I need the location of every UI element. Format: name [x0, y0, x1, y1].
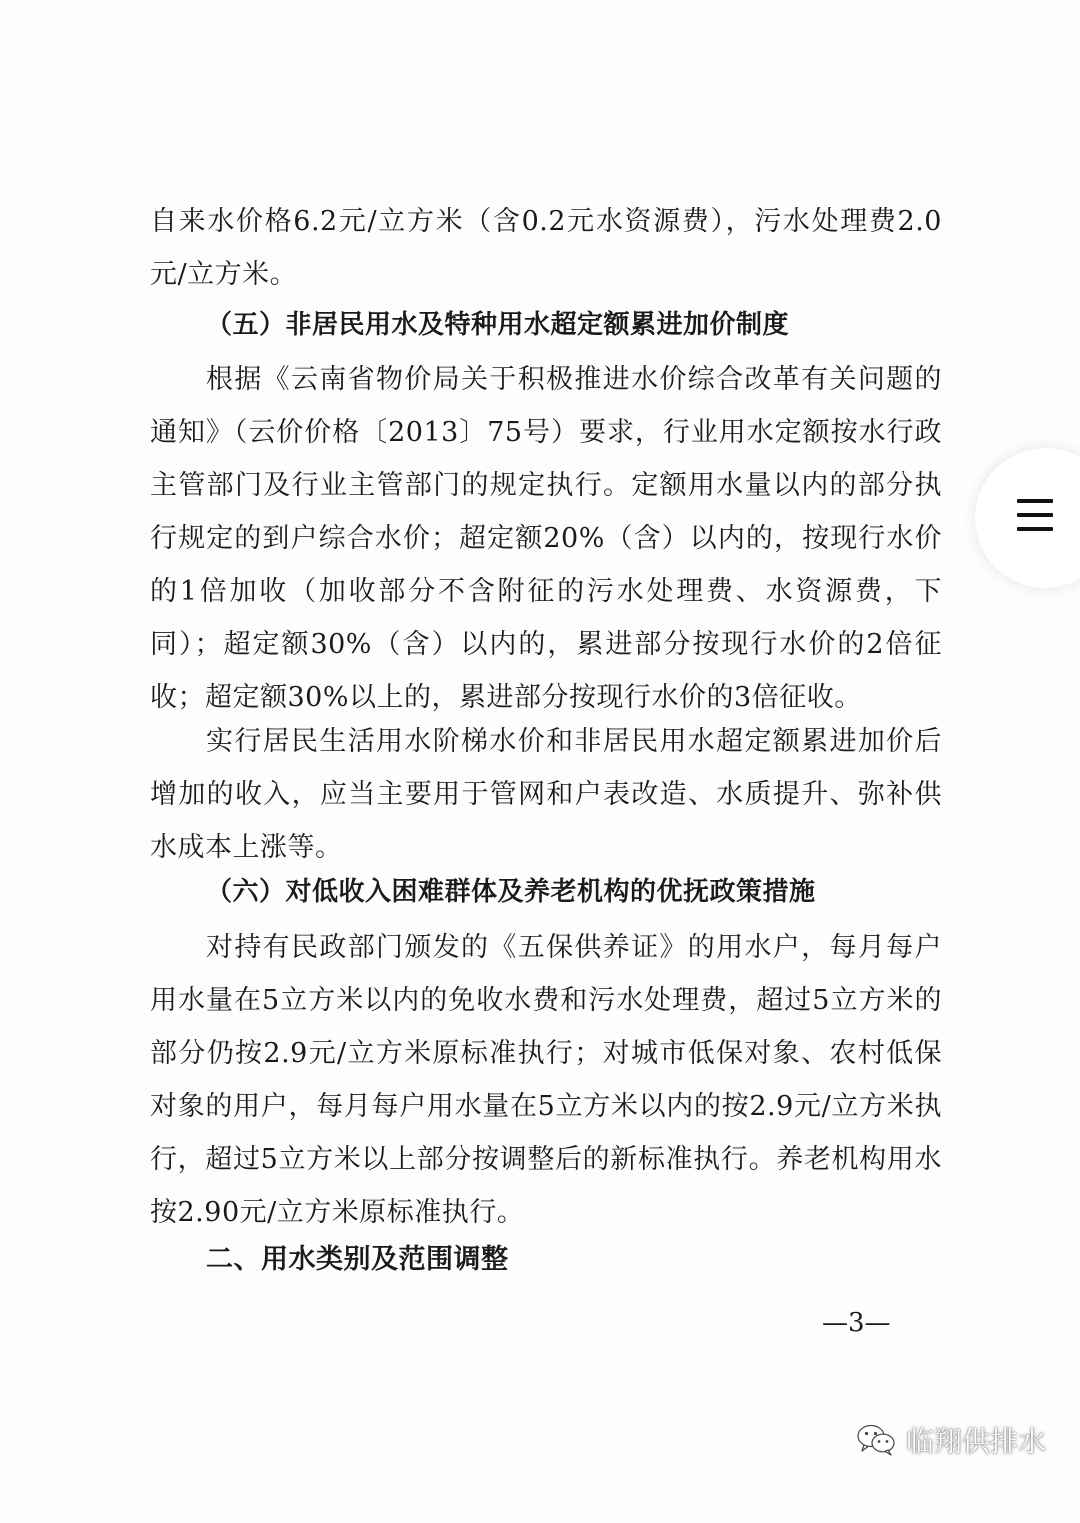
- heading-section-five: （五）非居民用水及特种用水超定额累进加价制度: [206, 310, 790, 340]
- watermark-text: 临翔供排水: [906, 1425, 1047, 1458]
- wechat-watermark: [856, 1420, 1046, 1460]
- heading-section-six: （六）对低收入困难群体及养老机构的优抚政策措施: [206, 877, 816, 907]
- paragraph-non-resident-surcharge: 根据《云南省物价局关于积极推进水价综合改革有关问题的通知》（云价价格〔2013〕75号）要求，行业用水定额按水行政主管部门及行业主管部门的规定执行。定额用水量以内的部分执行规定的到户综合水价；超定额20%（含）以内的，按现行水价的1倍加收（加收部分不含附征的污水处理费、水资源费，下同）；超定额30%（含）以内的，累进部分按现行水价的2倍征收；超定额30%以上的，累进部分按现行水价的3倍征收。: [150, 364, 942, 713]
- heading-part-two: 二、用水类别及范围调整: [206, 1244, 509, 1275]
- wechat-icon: [856, 1423, 896, 1457]
- menu-bar: [1017, 527, 1053, 531]
- paragraph-water-price-tail: 自来水价格6.2元/立方米（含0.2元水资源费），污水处理费2.0元/立方米。: [150, 206, 942, 290]
- menu-bar: [1017, 513, 1053, 517]
- paragraph-revenue-use: 实行居民生活用水阶梯水价和非居民用水超定额累进加价后增加的收入，应当主要用于管网和户表改造、水质提升、弥补供水成本上涨等。: [150, 726, 942, 863]
- menu-bar: [1017, 499, 1053, 503]
- page-number: —3—: [822, 1308, 891, 1338]
- paragraph-low-income-policy: 对持有民政部门颁发的《五保供养证》的用水户，每月每户用水量在5立方米以内的免收水费和污水处理费，超过5立方米的部分仍按2.9元/立方米原标准执行；对城市低保对象、农村低保对象的用户，每月每户用水量在5立方米以内的按2.9元/立方米执行，超过5立方米以上部分按调整后的新标准执行。养老机构用水按2.90元/立方米原标准执行。: [150, 932, 942, 1228]
- hamburger-menu-icon[interactable]: [1017, 499, 1053, 533]
